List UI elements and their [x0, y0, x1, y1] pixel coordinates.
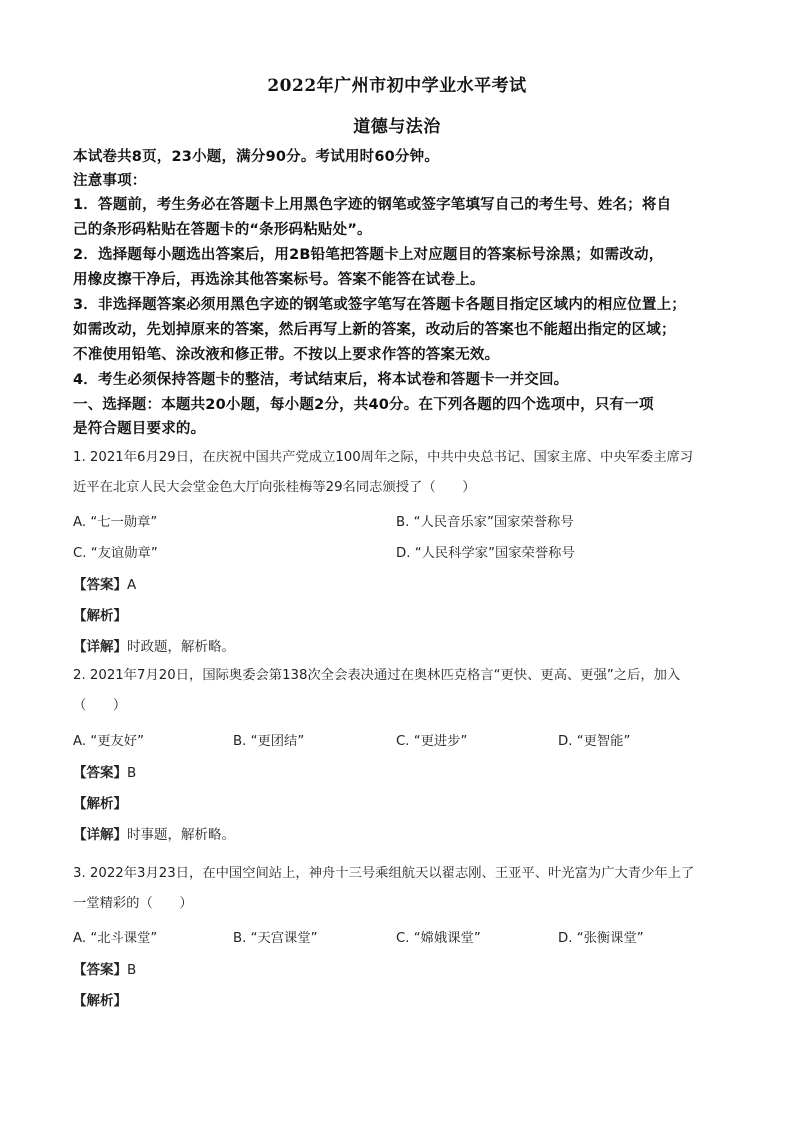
question-2-analysis: 【解析】 — [73, 796, 127, 812]
exam-info: 本试卷共8页，23小题，满分90分。考试用时60分钟。 — [73, 149, 440, 165]
note-line: 2．选择题每小题选出答案后，用2B铅笔把答题卡上对应题目的答案标号涂黑；如需改动， — [73, 247, 664, 263]
question-1-answer: 【答案】A — [73, 577, 137, 593]
note-line: 己的条形码粘贴在答题卡的“条形码粘贴处”。 — [73, 222, 372, 238]
question-3-text: 一堂精彩的（ ） — [73, 896, 193, 911]
question-3-option-d: D. “张衡课堂” — [558, 931, 644, 946]
note-line: 用橡皮擦干净后，再选涂其他答案标号。答案不能答在试卷上。 — [73, 272, 485, 288]
note-line: 1．答题前，考生务必在答题卡上用黑色字迹的钢笔或签字笔填写自己的考生号、姓名；将自 — [73, 197, 672, 213]
question-2-detail: 【详解】时事题，解析略。 — [73, 827, 235, 843]
question-3-option-c: C. “嫦娥课堂” — [396, 931, 481, 946]
exam-title: 2022年广州市初中学业水平考试 — [267, 76, 527, 96]
question-1-option-d: D. “人民科学家”国家荣誉称号 — [396, 546, 575, 561]
question-2-option-c: C. “更进步” — [396, 734, 468, 749]
question-1-text: 1. 2021年6月29日，在庆祝中国共产党成立100周年之际，中共中央总书记、国家主席、中央军委主席习 — [73, 450, 694, 465]
question-2-answer: 【答案】B — [73, 765, 137, 781]
question-1-text: 近平在北京人民大会堂金色大厅向张桂梅等29名同志颁授了（ ） — [73, 480, 476, 495]
note-line: 4．考生必须保持答题卡的整洁，考试结束后，将本试卷和答题卡一并交回。 — [73, 372, 569, 388]
notes-title: 注意事项： — [73, 173, 147, 189]
note-line: 如需改动，先划掉原来的答案，然后再写上新的答案，改动后的答案也不能超出指定的区域； — [73, 322, 676, 338]
question-1-detail: 【详解】时政题，解析略。 — [73, 639, 235, 655]
question-1-option-c: C. “友谊勋章” — [73, 546, 158, 561]
question-3-option-a: A. “北斗课堂” — [73, 931, 158, 946]
note-line: 3．非选择题答案必须用黑色字迹的钢笔或签字笔写在答题卡各题目指定区域内的相应位置上； — [73, 297, 686, 313]
question-1-option-b: B. “人民音乐家”国家荣誉称号 — [396, 515, 574, 530]
question-2-text: （ ） — [73, 698, 127, 713]
question-1-option-a: A. “七一勋章” — [73, 515, 158, 530]
question-2-option-d: D. “更智能” — [558, 734, 631, 749]
question-3-option-b: B. “天宫课堂” — [233, 931, 318, 946]
section-heading: 一、选择题：本题共20小题，每小题2分，共40分。在下列各题的四个选项中，只有一项 — [73, 397, 654, 413]
note-line: 不准使用铅笔、涂改液和修正带。不按以上要求作答的答案无效。 — [73, 347, 500, 363]
question-3-analysis: 【解析】 — [73, 993, 127, 1009]
subject-title: 道德与法治 — [353, 117, 441, 137]
section-heading: 是符合题目要求的。 — [73, 421, 206, 437]
question-3-text: 3. 2022年3月23日，在中国空间站上，神舟十三号乘组航天以翟志刚、王亚平、叶光富为广大青少年上了 — [73, 866, 695, 881]
question-3-answer: 【答案】B — [73, 962, 137, 978]
question-2-option-b: B. “更团结” — [233, 734, 305, 749]
question-2-text: 2. 2021年7月20日，国际奥委会第138次全会表决通过在奥林匹克格言“更快、更高、更强”之后，加入 — [73, 668, 681, 683]
question-2-option-a: A. “更友好” — [73, 734, 144, 749]
question-1-analysis: 【解析】 — [73, 608, 127, 624]
